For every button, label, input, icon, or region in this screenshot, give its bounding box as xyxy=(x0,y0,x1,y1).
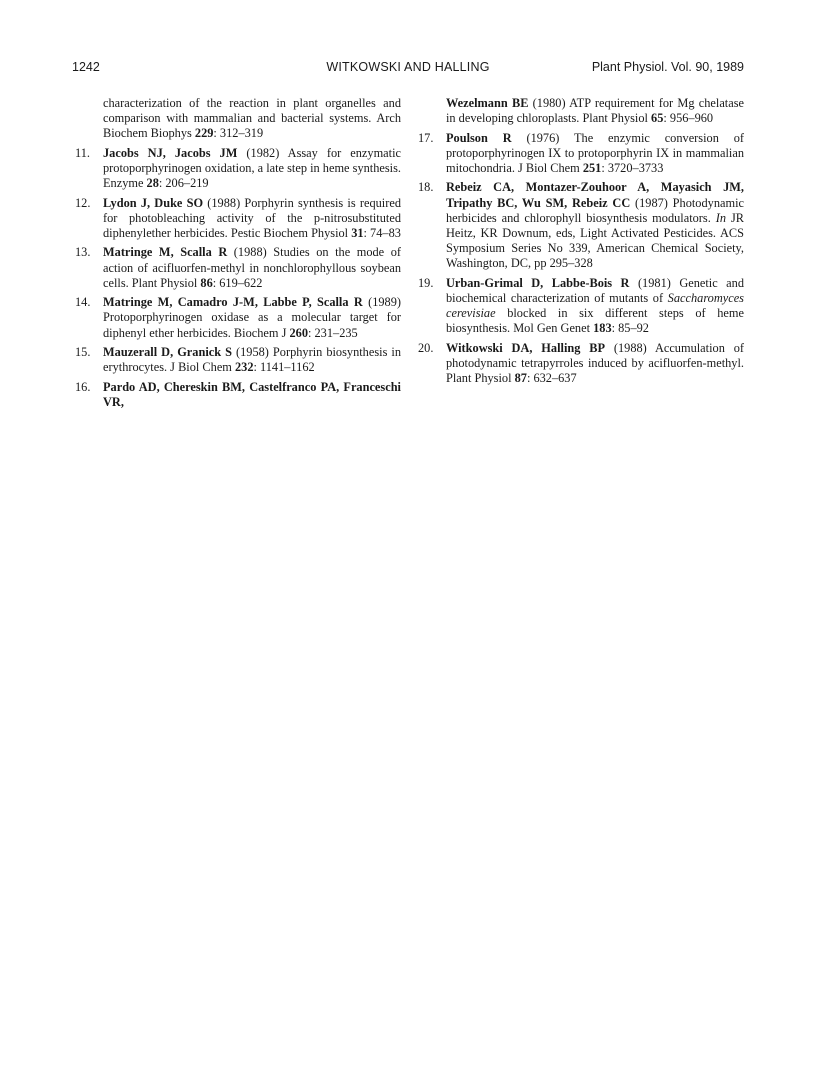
reference-authors: Lydon J, Duke SO xyxy=(103,195,204,210)
reference-authors: Mauzerall D, Granick S xyxy=(103,344,232,359)
right-column xyxy=(415,96,744,391)
reference-authors: Urban-Grimal D, Labbe-Bois R xyxy=(446,275,630,290)
reference-16 xyxy=(72,380,401,410)
page-number: 1242 xyxy=(72,60,100,74)
reference-authors: Jacobs NJ, Jacobs JM xyxy=(103,145,238,160)
reference-authors: Rebeiz CA, Montazer-Zouhoor A, Mayasich JM, Tripathy BC, Wu SM, Rebeiz CC xyxy=(446,180,744,210)
running-header xyxy=(72,58,744,76)
species-name: Saccharomyces cerevisiae xyxy=(446,291,744,321)
reference-authors: Poulson R xyxy=(446,130,512,145)
reference-authors: Wezelmann BE xyxy=(446,96,529,110)
reference-20: 20. Witkowski DA, Halling BP (1988) Accumulation of photodynamic tetrapyrroles induced by acifluorfen-methyl. Plant Physiol 87: 632–637 xyxy=(418,340,744,386)
reference-number: 14. xyxy=(75,295,91,310)
reference-authors: Matringe M, Scalla R xyxy=(103,245,228,260)
reference-number: 15. xyxy=(75,344,91,359)
running-head-authors: WITKOWSKI AND HALLING xyxy=(326,60,490,74)
reference-number: 19. xyxy=(418,275,434,290)
reference-14: 14. Matringe M, Camadro J-M, Labbe P, Scalla R (1989) Protoporphyrinogen oxidase as a molecular target for diphenyl ether herbicides. Biochem J 260: 231–235 xyxy=(75,295,401,340)
left-column xyxy=(72,96,401,414)
reference-number: 12. xyxy=(75,195,91,210)
reference-number: 11. xyxy=(75,145,90,160)
reference-12: 12. Lydon J, Duke SO (1988) Porphyrin synthesis is required for photobleaching activity of the p-nitrosubstituted diphenylether herbicides. Pestic Biochem Physiol 31: 74–83 xyxy=(75,195,401,240)
reference-17: 17. Poulson R (1976) The enzymic conversion of protoporphyrinogen IX to protoporphyrin IX in mammalian mitochondria. J Biol Chem 251: 3720–3733 xyxy=(418,130,744,175)
reference-18: 18. Rebeiz CA, Montazer-Zouhoor A, Mayasich JM, Tripathy BC, Wu SM, Rebeiz CC (1987) Photodynamic herbicides and chlorophyll biosynthesis modulators. In JR Heitz, KR Downum, eds, Light Activated Pesticides. ACS Symposium Series No 339, American Chemical Society, Washington, DC, pp 295–328 xyxy=(418,180,744,271)
reference-number: 17. xyxy=(418,130,434,145)
reference-16-continuation: Wezelmann BE (1980) ATP requirement for Mg chelatase in developing chloroplasts. Plant Physiol 65: 956–960 xyxy=(446,96,744,126)
reference-authors: Matringe M, Camadro J-M, Labbe P, Scalla R xyxy=(103,295,363,310)
reference-number: 16. xyxy=(75,379,91,394)
reference-authors: Witkowski DA, Halling BP xyxy=(446,340,606,355)
reference-13: 13. Matringe M, Scalla R (1988) Studies on the mode of action of acifluorfen-methyl in nonchlorophyllous soybean cells. Plant Physiol 86: 619–622 xyxy=(75,245,402,290)
reference-continuation: characterization of the reaction in plant organelles and comparison with mammalian and bacterial systems. Arch Biochem Biophys 229: 312–319 xyxy=(103,96,401,141)
reference-number: 13. xyxy=(75,245,91,260)
journal-citation: Plant Physiol. Vol. 90, 1989 xyxy=(591,60,744,74)
reference-number: 18. xyxy=(418,180,434,195)
reference-19: 19. Urban-Grimal D, Labbe-Bois R (1981) Genetic and biochemical characterization of mutants of Saccharomyces cerevisiae blocked in six different steps of heme biosynthesis. Mol Gen Genet 183: 85–92 xyxy=(418,275,744,336)
reference-number: 20. xyxy=(418,340,434,355)
reference-authors: Pardo AD, Chereskin BM, Castelfranco PA, Franceschi VR, xyxy=(103,379,401,409)
reference-11: 11. Jacobs NJ, Jacobs JM (1982) Assay for enzymatic protoporphyrinogen oxidation, a late step in heme synthesis. Enzyme 28: 206–219 xyxy=(75,145,401,191)
reference-15: 15. Mauzerall D, Granick S (1958) Porphyrin biosynthesis in erythrocytes. J Biol Chem 232: 1141–1162 xyxy=(75,344,401,375)
